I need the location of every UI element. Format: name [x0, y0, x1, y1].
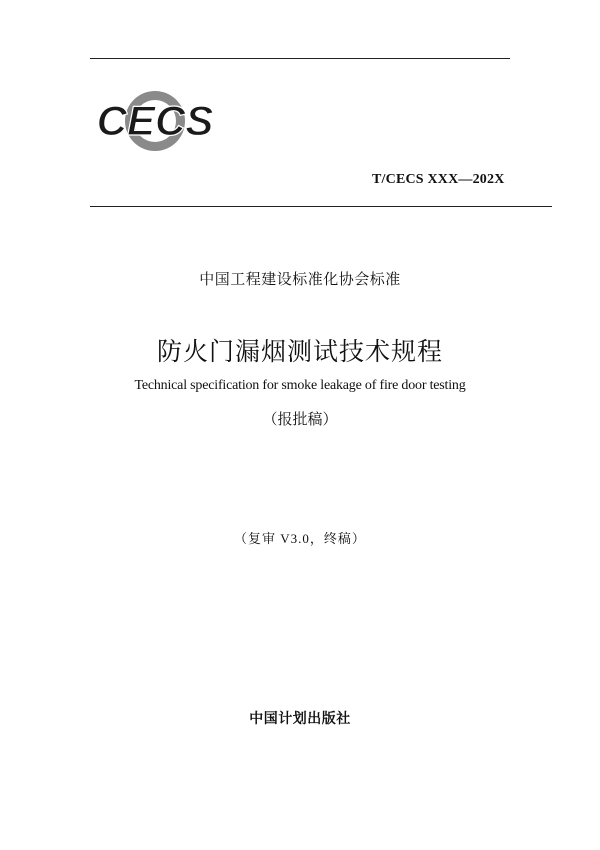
title-chinese: 防火门漏烟测试技术规程 [156, 337, 443, 366]
cecs-logo [94, 88, 216, 154]
middle-rule [90, 206, 552, 207]
logo-text: CECS [96, 97, 214, 144]
draft-status: （报批稿） [262, 410, 338, 428]
title-english: Technical specification for smoke leakage of fire door testing [134, 378, 466, 393]
publisher-name: 中国计划出版社 [249, 711, 351, 727]
review-note: （复审 V3.0，终稿） [234, 531, 366, 546]
association-name: 中国工程建设标准化协会标准 [199, 270, 401, 288]
top-rule [90, 58, 510, 59]
standard-number: T/CECS XXX—202X [372, 172, 505, 187]
